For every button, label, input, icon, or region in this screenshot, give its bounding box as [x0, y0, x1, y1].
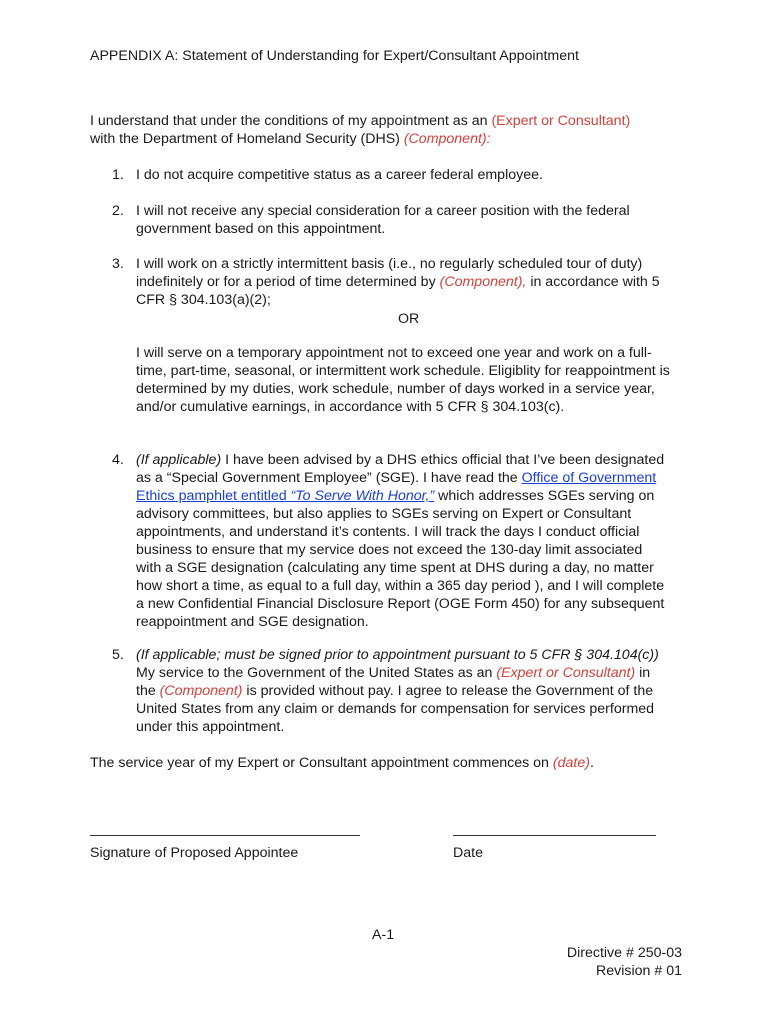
oge-pamphlet-link[interactable]: Office of Government Ethics pamphlet entitled “To Serve With Honor,” — [136, 470, 657, 504]
component-placeholder: (Component): — [403, 131, 491, 147]
list-item-text: I do not acquire competitive status as a career federal employee. — [136, 167, 543, 183]
expert-consultant-placeholder: (Expert or Consultant) — [496, 665, 636, 681]
intro-paragraph — [90, 112, 690, 148]
commencement-statement: The service year of my Expert or Consultant appointment commences on (date). — [90, 755, 594, 771]
list-number: 2. — [112, 203, 124, 219]
list-item-text: I will not receive any special consideration for a career position with the federal government based on this appointment. — [136, 203, 630, 237]
component-placeholder: (Component) — [159, 683, 243, 699]
directive-footer — [567, 944, 682, 980]
list-number: 3. — [112, 256, 124, 272]
date-label: Date — [453, 845, 483, 861]
page-title: APPENDIX A: Statement of Understanding for Expert/Consultant Appointment — [90, 48, 579, 64]
expert-consultant-placeholder: (Expert or Consultant) — [491, 113, 631, 129]
appointee-signature-line[interactable] — [90, 835, 360, 836]
appointee-signature-label: Signature of Proposed Appointee — [90, 845, 299, 861]
page-number: A-1 — [372, 927, 395, 943]
list-item-text: I will work on a strictly intermittent basis (i.e., no regularly scheduled tour of duty) indefinitely or for a period of time determined by (Component), in accordance with 5 CFR § 304.103(a)(2); — [136, 256, 660, 308]
list-item-text: (If applicable; must be signed prior to appointment pursuant to 5 CFR § 304.104(c)) My service to the Government of the United States as an (Expert or Consultant) in the (Component) is provided without pay. I agree to release the Government of the United States from any claim or demands for compensation for services performed under this appointment. — [136, 647, 659, 735]
date-placeholder: (date) — [552, 755, 590, 771]
component-placeholder: (Component), — [439, 274, 527, 290]
list-number: 4. — [112, 452, 124, 468]
directive-number: Directive # 250-03 — [566, 945, 682, 961]
intro-text-1: I understand that under the conditions of my appointment as an — [90, 113, 492, 129]
revision-number: Revision # 01 — [596, 963, 682, 979]
list-number: 5. — [112, 647, 124, 663]
list-item-text: (If applicable) I have been advised by a DHS ethics official that I’ve been designated as a “Special Government Employee” (SGE). I have read the Office of Government Ethics pamphlet entitled “To Serve With Honor,” which addresses SGEs serving on advisory committees, but also applies to SGEs serving on Expert or Consultant appointments, and understand it’s contents. I will track the days I conduct official business to ensure that my service does not exceed the 130-day limit associated with a SGE designation (calculating any time spent at DHS during a day, no matter how short a time, as equal to a full day, within a 365 day period ), and I will complete a new Confidential Financial Disclosure Report (OGE Form 450) for any subsequent reappointment and SGE designation. — [136, 452, 665, 630]
date-signature-line[interactable] — [453, 835, 656, 836]
or-separator: OR — [398, 311, 420, 327]
list-item-3-alternative: I will serve on a temporary appointment not to exceed one year and work on a full-time, part-time, seasonal, or intermittent work schedule. Eligiblity for reappointment is determined by my duties, work schedule, number of days worked in a service year, and/or cumulative earnings, in accordance with 5 CFR § 304.103(c). — [136, 345, 670, 415]
list-number: 1. — [112, 167, 124, 183]
intro-text-2: with the Department of Homeland Security (DHS) — [90, 131, 404, 147]
